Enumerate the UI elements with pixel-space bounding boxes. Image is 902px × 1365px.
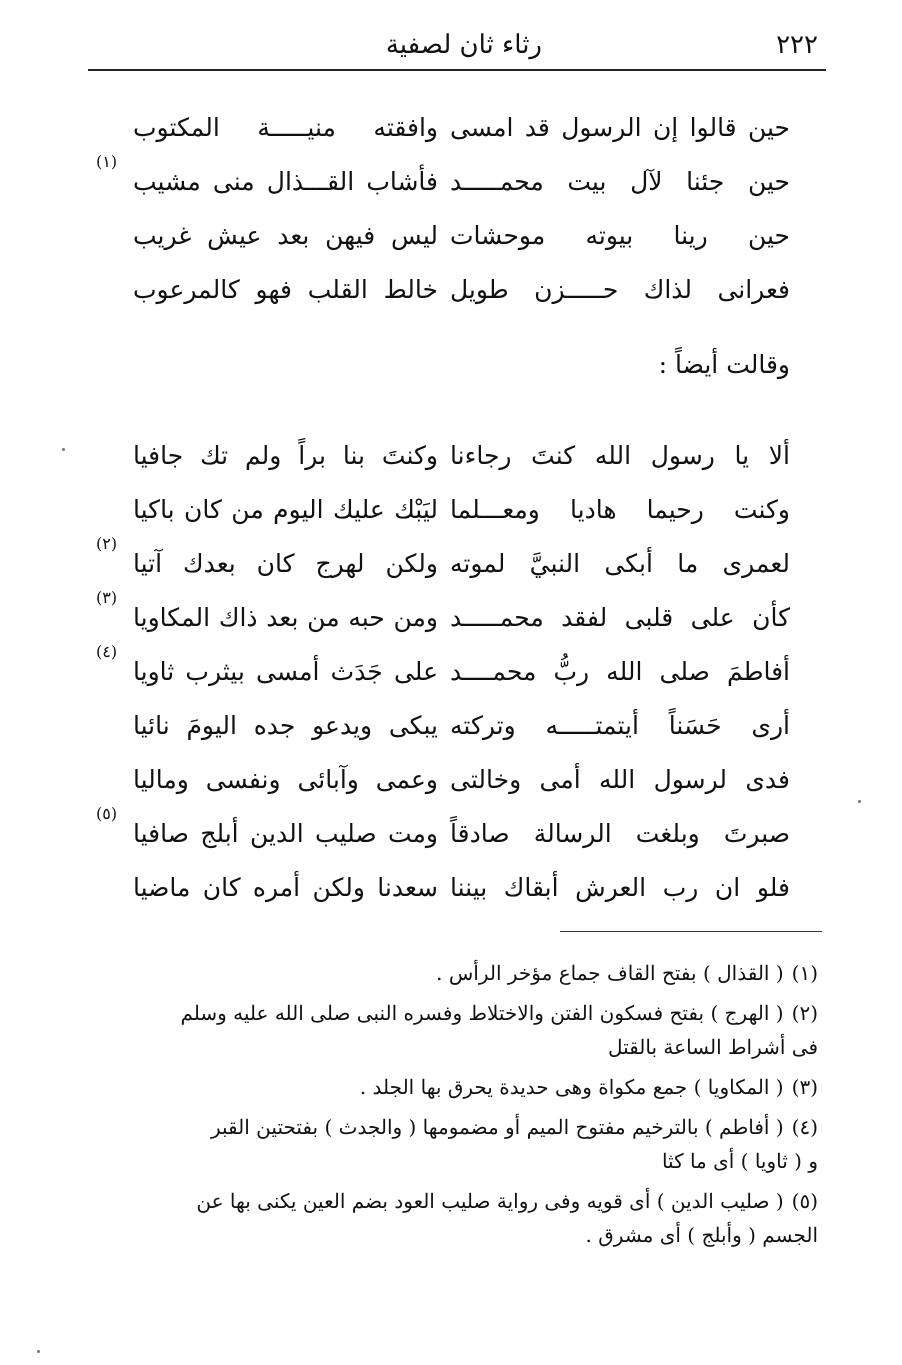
- footnote-continuation: الجسم ( وأبلج ) أى مشرق .: [585, 1223, 818, 1247]
- verse-first-hemistich: وكنت رحيما هاديا ومعـــلما: [450, 495, 790, 524]
- verse-second-hemistich: ومن حبه من بعد ذاك المكاويا: [133, 603, 438, 632]
- paper-speck: [62, 448, 65, 451]
- verse-first-hemistich: ألا يا رسول الله كنتَ رجاءنا: [450, 441, 790, 470]
- verse-first-hemistich: فدى لرسول الله أمى وخالتى: [450, 765, 790, 794]
- footnote-marker: (١): [96, 152, 118, 171]
- verse-second-hemistich: يبكى ويدعو جده اليومَ نائيا: [133, 711, 438, 740]
- page-number: ٢٢٢: [776, 30, 818, 60]
- footnote: [88, 956, 818, 990]
- verse: [118, 868, 798, 922]
- verse-first-hemistich: أفاطمَ صلى الله ربُّ محمــــد: [450, 657, 790, 686]
- footnote-marker: (٣): [96, 588, 118, 607]
- page-header: [88, 22, 826, 68]
- footnote: [88, 1070, 818, 1104]
- verse: [96, 152, 798, 216]
- footnote-marker: (٥): [96, 804, 118, 823]
- running-title: رثاء ثان لصفية: [385, 30, 542, 60]
- footnote: [88, 1110, 818, 1178]
- verse: [118, 216, 798, 270]
- verse-second-hemistich: ومت صليب الدين أبلج صافيا: [133, 819, 438, 848]
- verse: [96, 804, 798, 868]
- verse-first-hemistich: حين جئنا لآل بيت محمـــــد: [450, 167, 790, 196]
- footnote-number: (٣): [791, 1075, 818, 1099]
- verse: [118, 436, 798, 490]
- verse-second-hemistich: على جَدَث أمسى بيثرب ثاويا: [133, 657, 438, 686]
- verse-first-hemistich: حين رينا بيوته موحشات: [450, 221, 790, 250]
- verse: [118, 108, 798, 162]
- verse: [96, 642, 798, 706]
- verse: [118, 760, 798, 814]
- verse-second-hemistich: وكنتَ بنا براً ولم تك جافيا: [133, 441, 438, 470]
- paper-speck: [37, 1350, 40, 1353]
- verse-second-hemistich: وعمى وآبائى ونفسى وماليا: [133, 765, 438, 794]
- header-rule: [88, 69, 826, 71]
- paper-speck: [858, 800, 861, 803]
- verse-first-hemistich: فعرانى لذاك حـــــزن طويل: [450, 275, 790, 304]
- verse-first-hemistich: حين قالوا إن الرسول قد امسى: [450, 113, 790, 142]
- footnote-marker: (٢): [96, 534, 118, 553]
- footnote-number: (٢): [791, 1001, 818, 1025]
- verse: [96, 534, 798, 598]
- footnote-text: ( القذال ) بفتح القاف جماع مؤخر الرأس .: [436, 961, 784, 985]
- verse: [96, 588, 798, 652]
- footnote-text: ( صليب الدين ) أى قويه وفى رواية صليب العود بضم العين يكنى بها عن: [196, 1189, 784, 1213]
- footnote-continuation: و ( ثاويا ) أى ما كثا: [661, 1149, 818, 1173]
- poem-one: [96, 108, 798, 324]
- footnote-number: (٥): [791, 1189, 818, 1213]
- verse-first-hemistich: أرى حَسَناً أيتمتـــــه وتركته: [450, 711, 790, 740]
- section-title: وقالت أيضاً :: [658, 350, 790, 379]
- verse-first-hemistich: صبرتَ وبلغت الرسالة صادقاً: [450, 819, 790, 848]
- verse-second-hemistich: وافقته منيـــــة المكتوب: [133, 113, 438, 142]
- footnote-marker: (٤): [96, 642, 118, 661]
- verse-first-hemistich: كأن على قلبى لفقد محمـــــد: [450, 603, 790, 632]
- verse-second-hemistich: فأشاب القـــذال منى مشيب: [133, 167, 438, 196]
- verse: [118, 270, 798, 324]
- verse-first-hemistich: فلو ان رب العرش أبقاك بيننا: [450, 873, 790, 902]
- footnote-number: (١): [791, 961, 818, 985]
- footnote-number: (٤): [791, 1115, 818, 1139]
- verse-second-hemistich: ليَبْك عليك اليوم من كان باكيا: [133, 495, 438, 524]
- verse-second-hemistich: ولكن لهرج كان بعدك آتيا: [133, 549, 438, 578]
- poem-two: [96, 436, 798, 922]
- footnote-continuation: فى أشراط الساعة بالقتل: [608, 1035, 818, 1059]
- verse-second-hemistich: خالط القلب فهو كالمرعوب: [133, 275, 438, 304]
- footnote: [88, 996, 818, 1064]
- footnote-text: ( الهرج ) بفتح فسكون الفتن والاختلاط وفسره النبى صلى الله عليه وسلم: [180, 1001, 784, 1025]
- verse: [118, 706, 798, 760]
- verse-second-hemistich: سعدنا ولكن أمره كان ماضيا: [133, 873, 438, 902]
- verse: [118, 490, 798, 544]
- footnote: [88, 1184, 818, 1252]
- verse-second-hemistich: ليس فيهن بعد عيش غريب: [133, 221, 438, 250]
- footnote-text: ( المكاويا ) جمع مكواة وهى حديدة يحرق بها الجلد .: [359, 1075, 784, 1099]
- footnote-rule: [560, 931, 822, 932]
- footnote-text: ( أفاطم ) بالترخيم مفتوح الميم أو مضمومها ( والجدث ) بفتحتين القبر: [210, 1115, 784, 1139]
- footnotes: [88, 956, 818, 1258]
- verse-first-hemistich: لعمرى ما أبكى النبيَّ لموته: [450, 549, 790, 578]
